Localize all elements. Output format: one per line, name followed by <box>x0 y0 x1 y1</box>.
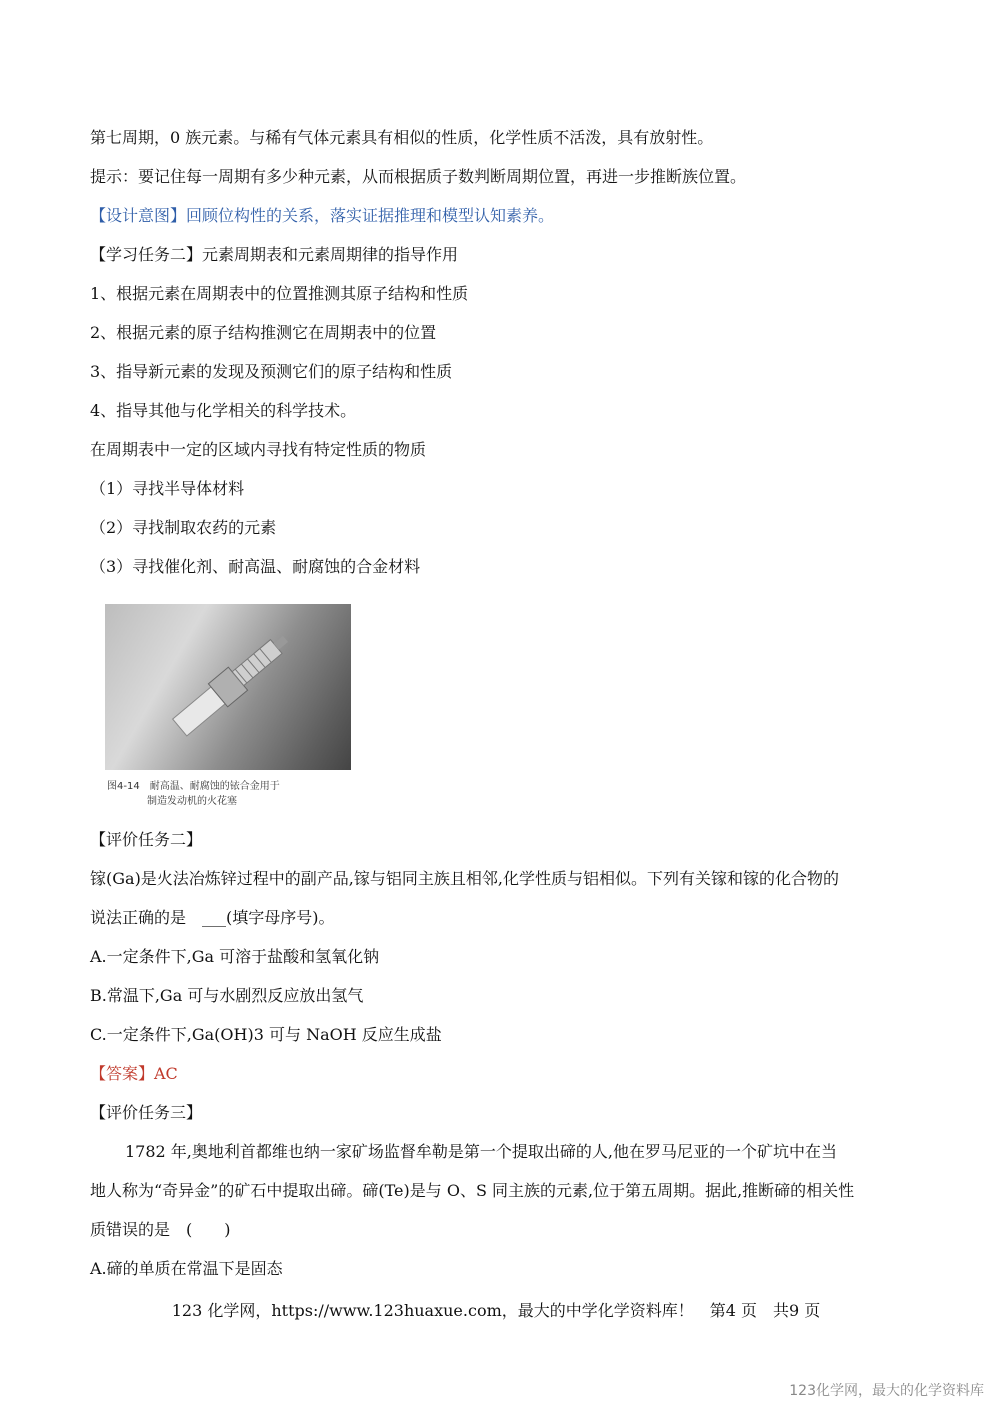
option-a: A.碲的单质在常温下是固态 <box>90 1259 283 1278</box>
option-c: C.一定条件下,Ga(OH)3 可与 NaOH 反应生成盐 <box>90 1025 442 1044</box>
list-item: 3、指导新元素的发现及预测它们的原子结构和性质 <box>90 362 453 381</box>
list-item: 2、根据元素的原子结构推测它在周期表中的位置 <box>90 323 437 342</box>
watermark: 123化学网，最大的化学资料库 <box>789 1383 984 1399</box>
option-a: A.一定条件下,Ga 可溶于盐酸和氢氧化钠 <box>90 947 380 966</box>
list-item: 1、根据元素在周期表中的位置推测其原子结构和性质 <box>90 284 469 303</box>
spark-plug-icon <box>105 604 351 770</box>
list-item: （3）寻找催化剂、耐高温、耐腐蚀的合金材料 <box>90 557 421 576</box>
list-item: （1）寻找半导体材料 <box>90 479 245 498</box>
design-intent: 【设计意图】回顾位构性的关系，落实证据推理和模型认知素养。 <box>90 206 555 225</box>
question-text: 1782 年,奥地利首都维也纳一家矿场监督牟勒是第一个提取出碲的人,他在罗马尼亚的一个矿坑中在当 <box>125 1142 837 1161</box>
text-line: 在周期表中一定的区域内寻找有特定性质的物质 <box>90 440 427 459</box>
question-text: 质错误的是 ( ) <box>90 1220 231 1239</box>
list-item: 4、指导其他与化学相关的科学技术。 <box>90 401 357 420</box>
section-heading: 【学习任务二】元素周期表和元素周期律的指导作用 <box>90 245 459 264</box>
option-b: B.常温下,Ga 可与水剧烈反应放出氢气 <box>90 986 364 1005</box>
page-footer: 123 化学网，https://www.123huaxue.com，最大的中学化学资料库！ 第4 页 共9 页 <box>171 1301 821 1320</box>
figure-caption: 制造发动机的火花塞 <box>147 796 237 807</box>
section-heading: 【评价任务三】 <box>90 1103 203 1122</box>
answer: 【答案】AC <box>90 1064 178 1083</box>
section-heading: 【评价任务二】 <box>90 830 203 849</box>
question-text: 镓(Ga)是火法冶炼锌过程中的副产品,镓与铝同主族且相邻,化学性质与铝相似。下列有关镓和镓的化合物的 <box>90 869 839 888</box>
text-line: 第七周期，0 族元素。与稀有气体元素具有相似的性质，化学性质不活泼，具有放射性。 <box>90 128 714 147</box>
spark-plug-photo <box>105 604 351 770</box>
question-text: 说法正确的是 ___(填字母序号)。 <box>90 908 335 927</box>
figure-caption: 图4-14 耐高温、耐腐蚀的铱合金用于 <box>107 781 280 792</box>
text-line: 提示：要记住每一周期有多少种元素，从而根据质子数判断周期位置，再进一步推断族位置。 <box>90 167 747 186</box>
question-text: 地人称为“奇异金”的矿石中提取出碲。碲(Te)是与 O、S 同主族的元素,位于第五周期。据此,推断碲的相关性 <box>90 1181 855 1200</box>
list-item: （2）寻找制取农药的元素 <box>90 518 277 537</box>
